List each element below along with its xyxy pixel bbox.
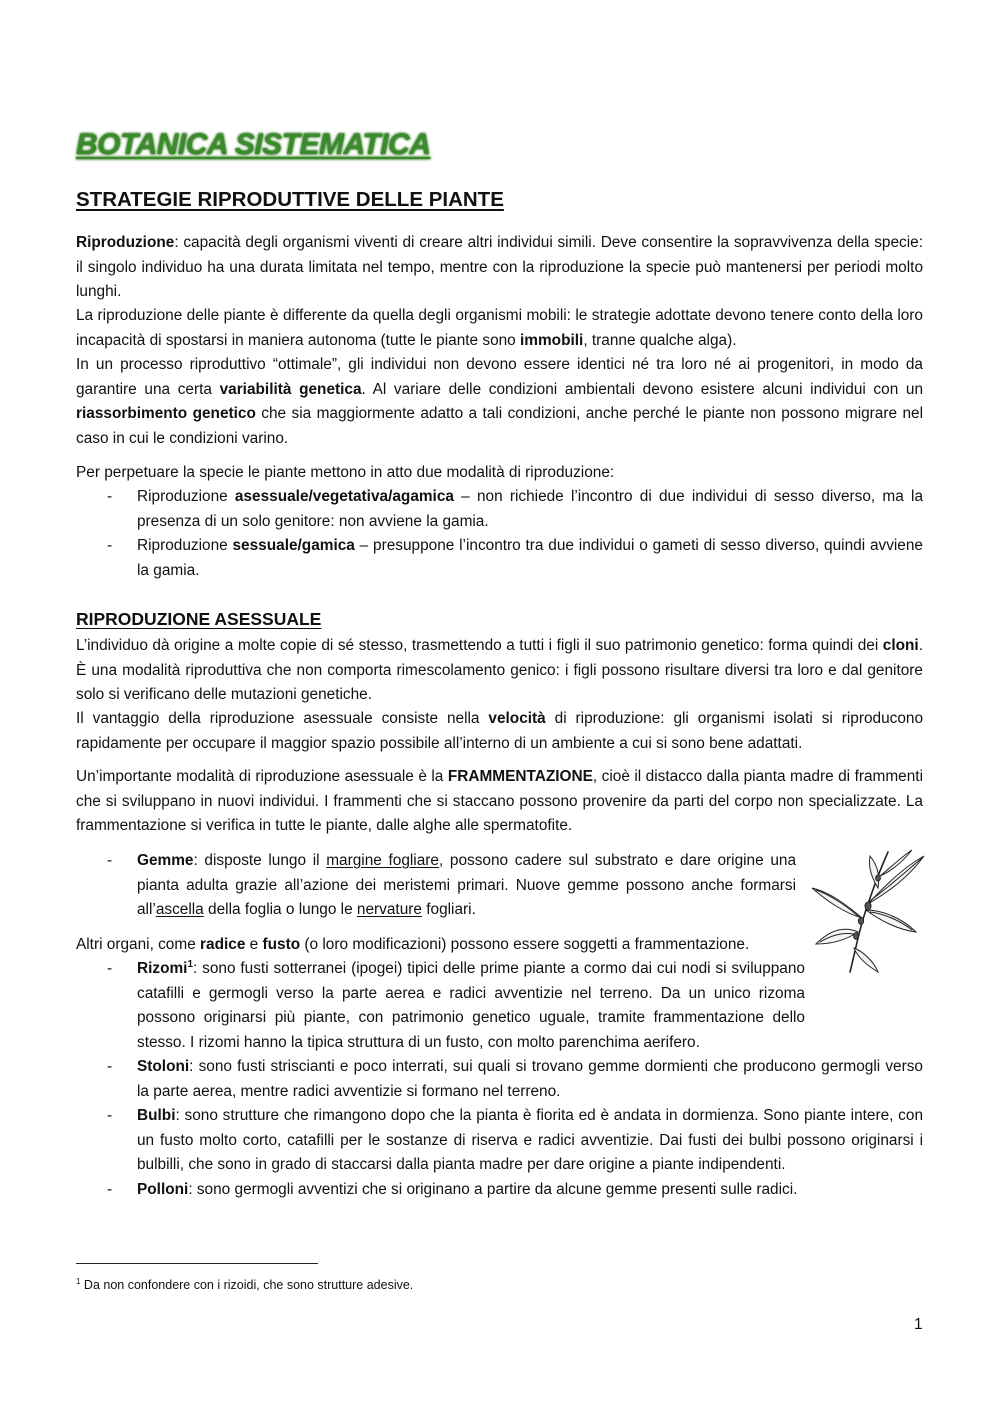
paragraph-riproduzione: Riproduzione: capacità degli organismi viventi di creare altri individui simili. Deve consentire la sopravvivenza della specie: il singolo individuo ha una durata limitata nel tempo, mentre con la riproduzione la specie può mantenersi per periodi molto lunghi. [76, 234, 923, 300]
page-number: 1 [914, 1316, 923, 1333]
paragraph-cloni: L’individuo dà origine a molte copie di sé stesso, trasmettendo a tutti i figli il suo patrimonio genetico: forma quindi dei cloni. È una modalità riproduttiva che non comporta rimescolamento genico: i figli possono risultare diversi tra loro e dal genitore solo si verificano delle mutazioni genetiche. [76, 637, 923, 703]
list-item: - Stoloni: sono fusti striscianti e poco interrati, sui quali si trovano gemme dormienti che producono germogli verso la parte aerea, mentre radici avventizie si formano nel terreno. [107, 1058, 923, 1100]
footnote: $^1$ Da non confondere con i rizoidi, che sono strutture adesive. [76, 1276, 414, 1292]
list-gemme [76, 849, 796, 923]
list-organi-frammentazione [76, 957, 923, 1202]
section-heading-strategie: STRATEGIE RIPRODUTTIVE DELLE PIANTE [76, 188, 504, 211]
paragraph-piante-immobili: La riproduzione delle piante è differente da quella degli organismi mobili: le strategie adottate devono tenere conto della loro incapacità di spostarsi in maniera autonoma (tutte le piante sono immobili, tranne qualche alga). [76, 307, 923, 349]
footnote-separator [76, 1263, 318, 1264]
list-item: - Riproduzione asessuale/vegetativa/agamica – non richiede l’incontro di due individui di sesso diverso, ma la presenza di un solo genitore: non avviene la gamia. [107, 488, 924, 530]
paragraph-processo-ottimale: In un processo riproduttivo “ottimale”, gli individui non devono essere identici né tra loro né ai progenitori, in modo da garantire una certa variabilità genetica. Al variare delle condizioni ambientali devono esistere alcuni individui con un riassorbimento genetico che sia maggiormente adatto a tali condizioni, anche perché le piante non possono migrare nel caso in cui le condizioni varino. [76, 356, 924, 447]
paragraph-velocita: Il vantaggio della riproduzione asessuale consiste nella velocità di riproduzione: gli organismi isolati si riproducono rapidamente per occupare il maggior spazio possibile all’interno di un ambiente a cui si sono bene adattati. [76, 710, 924, 752]
list-item: - Polloni: sono germogli avventizi che si originano a partire da alcune gemme presenti sulle radici. [107, 1180, 798, 1198]
footnote-reference: 1 [187, 958, 194, 970]
term-riproduzione: Riproduzione [76, 234, 175, 251]
list-modalita-riproduzione [76, 485, 923, 583]
list-item: - Rizomi$^1$: sono fusti sotterranei (ipogei) tipici delle prime piante a cormo dai cui nodi si sviluppano catafilli e germogli verso la parte aerea e radici avventizie nel terreno. Da un unico rizoma possono originarsi più piante, con patrimonio genetico uguale, tramite frammentazione dello stesso. I rizomi hanno la tipica struttura di un fusto, con molto parenchima aerifero. [107, 958, 805, 1051]
document-title: BOTANICA SISTEMATICA [76, 128, 431, 161]
paragraph-modalita-intro: Per perpetuare la specie le piante mettono in atto due modalità di riproduzione: [76, 464, 615, 481]
paragraph-frammentazione: Un’importante modalità di riproduzione asessuale è la FRAMMENTAZIONE, cioè il distacco dalla pianta madre di frammenti che si sviluppano in nuovi individui. I frammenti che si staccano possono provenire da parti del corpo non specializzate. La frammentazione si verifica in tutte le piante, dalle alghe alle spermatofite. [76, 768, 923, 834]
section-heading-asessuale: RIPRODUZIONE ASESSUALE [76, 609, 322, 629]
list-item: - Gemme: disposte lungo il margine fogliare, possono cadere sul substrato e dare origine una pianta adulta grazie all’azione dei meristemi primari. Nuove gemme possono anche formarsi all’ascella della foglia o lungo le nervature fogliari. [107, 852, 797, 918]
list-item: - Bulbi: sono strutture che rimangono dopo che la pianta è fiorita ed è andata in dormienza. Sono piante intere, con un fusto molto corto, catafilli per le sostanze di riserva e radici avventizie. Dai fusti dei bulbi possono originarsi i bulbilli, che sono in grado di staccarsi dalla pianta madre per dare origine a piante indipendenti. [107, 1107, 923, 1173]
list-item: - Riproduzione sessuale/gamica – presuppone l’incontro tra due individui o gameti di sesso diverso, quindi avviene la gamia. [107, 537, 923, 579]
paragraph-altri-organi: Altri organi, come radice e fusto (o loro modificazioni) possono essere soggetti a frammentazione. [76, 936, 750, 953]
